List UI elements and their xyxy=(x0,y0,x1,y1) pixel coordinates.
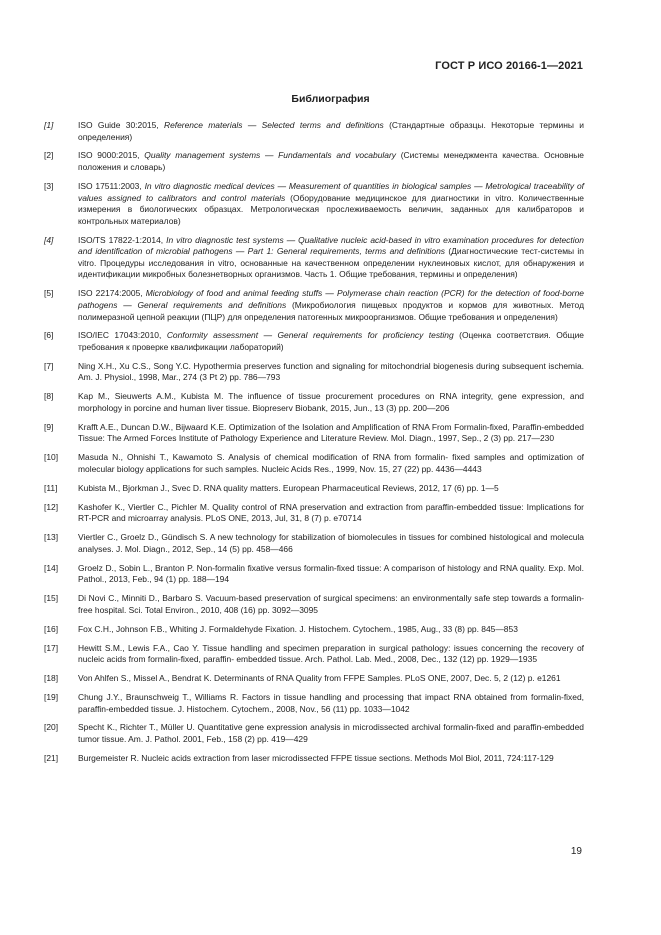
reference-text-segment: (Микробиология пищевых продуктов и кормов для животных. Метод полимеразной цепной реакции (ПЦР) для определения патогенных микроорганизмов. Общие требования и определения) xyxy=(78,299,584,322)
reference-text-segment: Kubista M., Bjorkman J., Svec D. RNA quality matters. European Pharmaceutical Reviews, 2012, 17 (6) pp. 1—5 xyxy=(78,482,499,493)
reference-number: [5] xyxy=(44,288,54,299)
reference-text xyxy=(78,753,584,765)
reference-text-segment: ISO/TS 17822-1:2014, xyxy=(78,234,167,245)
reference-item xyxy=(44,563,584,586)
reference-text-segment: Burgemeister R. Nucleic acids extraction from laser microdissected FFPE tissue sections. Methods Mol Biol, 2011, 724:117-129 xyxy=(78,752,554,763)
reference-text-segment: (Диагностические тест-системы in vitro. Процедуры исследования in vitro, основанные на качественном определении нуклеиновых кислот, для обнаружения и идентификации микробных болезнетворных организмов. Часть 1. Общие требования, термины и определения) xyxy=(78,246,584,280)
reference-text-segment: Hewitt S.M., Lewis F.A., Cao Y. Tissue handling and specimen preparation in surgical pathology: issues concerning the recovery of nucleic acids from formalin-fixed, paraffin- embedded tissue. Arch. Pathol. Lab. Med., 2008, Dec., 132 (12) pp. 1929—1935 xyxy=(78,642,584,665)
reference-text-segment: Kap M., Sieuwerts A.M., Kubista M. The influence of tissue procurement procedures on RNA integrity, gene expression, and morphology in porcine and human liver tissue. Biopreserv Biobank, 2015, Jun., 13 (3) pp. 200—206 xyxy=(78,391,584,413)
reference-text-segment: (Стандартные образцы. Некоторые термины и определения) xyxy=(78,120,584,142)
reference-item xyxy=(44,391,584,414)
reference-item xyxy=(44,181,584,227)
reference-title-italic: Reference materials — Selected terms and definitions xyxy=(163,120,384,130)
reference-item xyxy=(44,361,584,384)
reference-text xyxy=(78,643,584,666)
reference-item xyxy=(44,288,584,323)
reference-text-segment: (Системы менеджмента качества. Основные положения и словарь) xyxy=(78,150,584,173)
reference-number: [2] xyxy=(44,150,54,161)
reference-text xyxy=(78,422,584,445)
reference-number: [10] xyxy=(44,452,59,463)
reference-number: [12] xyxy=(44,501,59,512)
reference-text xyxy=(78,673,584,685)
reference-number: [3] xyxy=(44,180,54,191)
reference-text-segment: Von Ahlfen S., Missel A., Bendrat K. Determinants of RNA Quality from FFPE Samples. PLoS ONE, 2007, Dec. 5, 2 (12) p. e1261 xyxy=(78,673,561,684)
reference-number: [20] xyxy=(44,722,59,733)
reference-text-segment: Krafft A.E., Duncan D.W., Bijwaard K.E. Optimization of the Isolation and Amplification of RNA From Formalin-fixed, Paraffin-embedded Tissue: The Armed Forces Institute of Pathology Experience and Literature Review. Mol. Diagn., 1997, Sep., 2 (3) pp. 217—230 xyxy=(78,421,584,444)
reference-number: [18] xyxy=(44,673,59,684)
reference-text xyxy=(78,722,584,745)
reference-item xyxy=(44,532,584,555)
reference-number: [19] xyxy=(44,691,59,702)
reference-item xyxy=(44,722,584,745)
reference-text xyxy=(78,452,584,475)
reference-title-italic: Quality management systems — Fundamentals and vocabulary xyxy=(144,150,396,161)
reference-item xyxy=(44,692,584,715)
reference-text-segment: Fox C.H., Johnson F.B., Whiting J. Formaldehyde Fixation. J. Histochem. Cytochem., 1985, Aug., 33 (8) pp. 845—853 xyxy=(78,623,518,634)
reference-item xyxy=(44,120,584,143)
reference-number: [21] xyxy=(44,752,59,763)
reference-item xyxy=(44,235,584,281)
reference-text-segment: Di Novi C., Minniti D., Barbaro S. Vacuum-based preservation of surgical specimens: an environmentally safe step towards a formalin-free hospital. Sci. Total Environ., 2010, 408 (16) pp. 3092—3095 xyxy=(78,593,584,615)
reference-text-segment: ISO 17511:2003, xyxy=(78,180,145,191)
reference-number: [8] xyxy=(44,391,54,402)
reference-number: [16] xyxy=(44,623,59,634)
reference-text xyxy=(78,330,584,353)
reference-title-italic: Microbiology of food and animal feeding stuffs — Polymerase chain reaction (PCR) for the detection of food-borne pathogens — General requirements and definitions xyxy=(78,288,584,310)
reference-item xyxy=(44,422,584,445)
reference-text xyxy=(78,692,584,715)
reference-number: [6] xyxy=(44,330,54,341)
bibliography-title: Библиография xyxy=(291,93,370,105)
reference-text-segment: ISO 22174:2005, xyxy=(78,288,146,299)
reference-item xyxy=(44,330,584,353)
reference-text xyxy=(78,235,584,281)
reference-text-segment: Specht K., Richter T., Müller U. Quantitative gene expression analysis in microdissected archival formalin-fixed and paraffin-embedded tumor tissue. Am. J. Pathol. 2001, Feb., 158 (2) pp. 419—429 xyxy=(78,722,584,744)
reference-item xyxy=(44,502,584,525)
reference-item xyxy=(44,483,584,495)
reference-text xyxy=(78,624,584,636)
reference-text xyxy=(78,288,584,323)
reference-text-segment: Kashofer K., Viertler C., Pichler M. Quality control of RNA preservation and extraction from paraffin-embedded tissue: Implications for RT-PCR and microarray analysis. PLoS ONE, 2013, Jul, 31, 8 (7) p. e70714 xyxy=(78,501,584,524)
reference-text xyxy=(78,150,584,173)
reference-item xyxy=(44,643,584,666)
reference-text xyxy=(78,361,584,384)
reference-item xyxy=(44,624,584,636)
reference-text-segment: Ning X.H., Xu C.S., Song Y.C. Hypothermia preserves function and signaling for mitochondrial biogenesis during subsequent ischemia. Am. J. Physiol., 1998, Mar., 274 (3 Pt 2) pp. 786—793 xyxy=(78,360,584,383)
reference-text-segment: (Оборудование медицинское для диагностики in vitro. Количественные измерения в биологических образцах. Метрологическая прослеживаемость величин, заданных для калибраторов и контрольных материалов) xyxy=(78,192,584,226)
reference-text xyxy=(78,502,584,525)
reference-number: [11] xyxy=(44,482,58,493)
reference-number: [9] xyxy=(44,421,54,432)
reference-text-segment: ISO Guide 30:2015, xyxy=(78,120,164,130)
reference-text-segment: (Оценка соответствия. Общие требования к проверке квалификации лабораторий) xyxy=(78,330,584,352)
reference-number: [4] xyxy=(44,234,54,245)
reference-text-segment: Viertler C., Groelz D., Gündisch S. A new technology for stabilization of biomolecules in tissues for combined histological and molecula analyses. J. Mol. Diagn., 2012, Sep., 14 (5) pp. 458—466 xyxy=(78,532,584,554)
reference-list xyxy=(44,120,584,772)
reference-item xyxy=(44,673,584,685)
reference-number: [1] xyxy=(44,120,54,130)
reference-number: [7] xyxy=(44,360,54,371)
reference-text xyxy=(78,593,584,616)
reference-text-segment: ISO/IEC 17043:2010, xyxy=(78,330,167,341)
reference-text-segment: Groelz D., Sobin L., Branton P. Non-formalin fixative versus formalin-fixed tissue: A comparison of histology and RNA quality. Exp. Mol. Pathol., 2013, Feb., 94 (1) pp. 188—194 xyxy=(78,562,584,585)
page-number: 19 xyxy=(570,846,582,857)
reference-text xyxy=(78,563,584,586)
reference-text-segment: Chung J.Y., Braunschweig T., Williams R. Factors in tissue handling and processing that impact RNA obtained from formalin-fixed, paraffin-embedded tissue. J. Histochem. Cytochem., 2008, Nov., 56 (11) pp. 1033—1042 xyxy=(78,691,584,714)
reference-title-italic: In vitro diagnostic medical devices — Measurement of quantities in biological samples — Metrological traceability of values assigned to calibrators and control materials xyxy=(78,180,584,203)
document-code: ГОСТ Р ИСО 20166-1—2021 xyxy=(435,60,583,72)
reference-number: [15] xyxy=(44,593,59,604)
reference-number: [17] xyxy=(44,642,59,653)
reference-text xyxy=(78,181,584,227)
reference-item xyxy=(44,753,584,765)
reference-title-italic: In vitro diagnostic test systems — Qualitative nucleic acid-based in vitro examination procedures for detection and identification of microbial pathogens — Part 1: General requirements, terms and definitions xyxy=(78,234,584,257)
reference-text-segment: Masuda N., Ohnishi T., Kawamoto S. Analysis of chemical modification of RNA from formalin- fixed samples and optimization of molecular biology applications for such samples. Nucleic Acids Res., 1999, Nov. 15, 27 (22) pp. 4436—4443 xyxy=(78,452,584,474)
reference-item xyxy=(44,150,584,173)
reference-item xyxy=(44,593,584,616)
reference-text xyxy=(78,120,584,143)
reference-title-italic: Conformity assessment — General requirements for proficiency testing xyxy=(166,330,454,341)
reference-text xyxy=(78,532,584,555)
reference-item xyxy=(44,452,584,475)
reference-number: [14] xyxy=(44,562,59,573)
reference-text-segment: ISO 9000:2015, xyxy=(78,150,145,161)
reference-number: [13] xyxy=(44,532,59,543)
reference-text xyxy=(78,483,584,495)
reference-text xyxy=(78,391,584,414)
